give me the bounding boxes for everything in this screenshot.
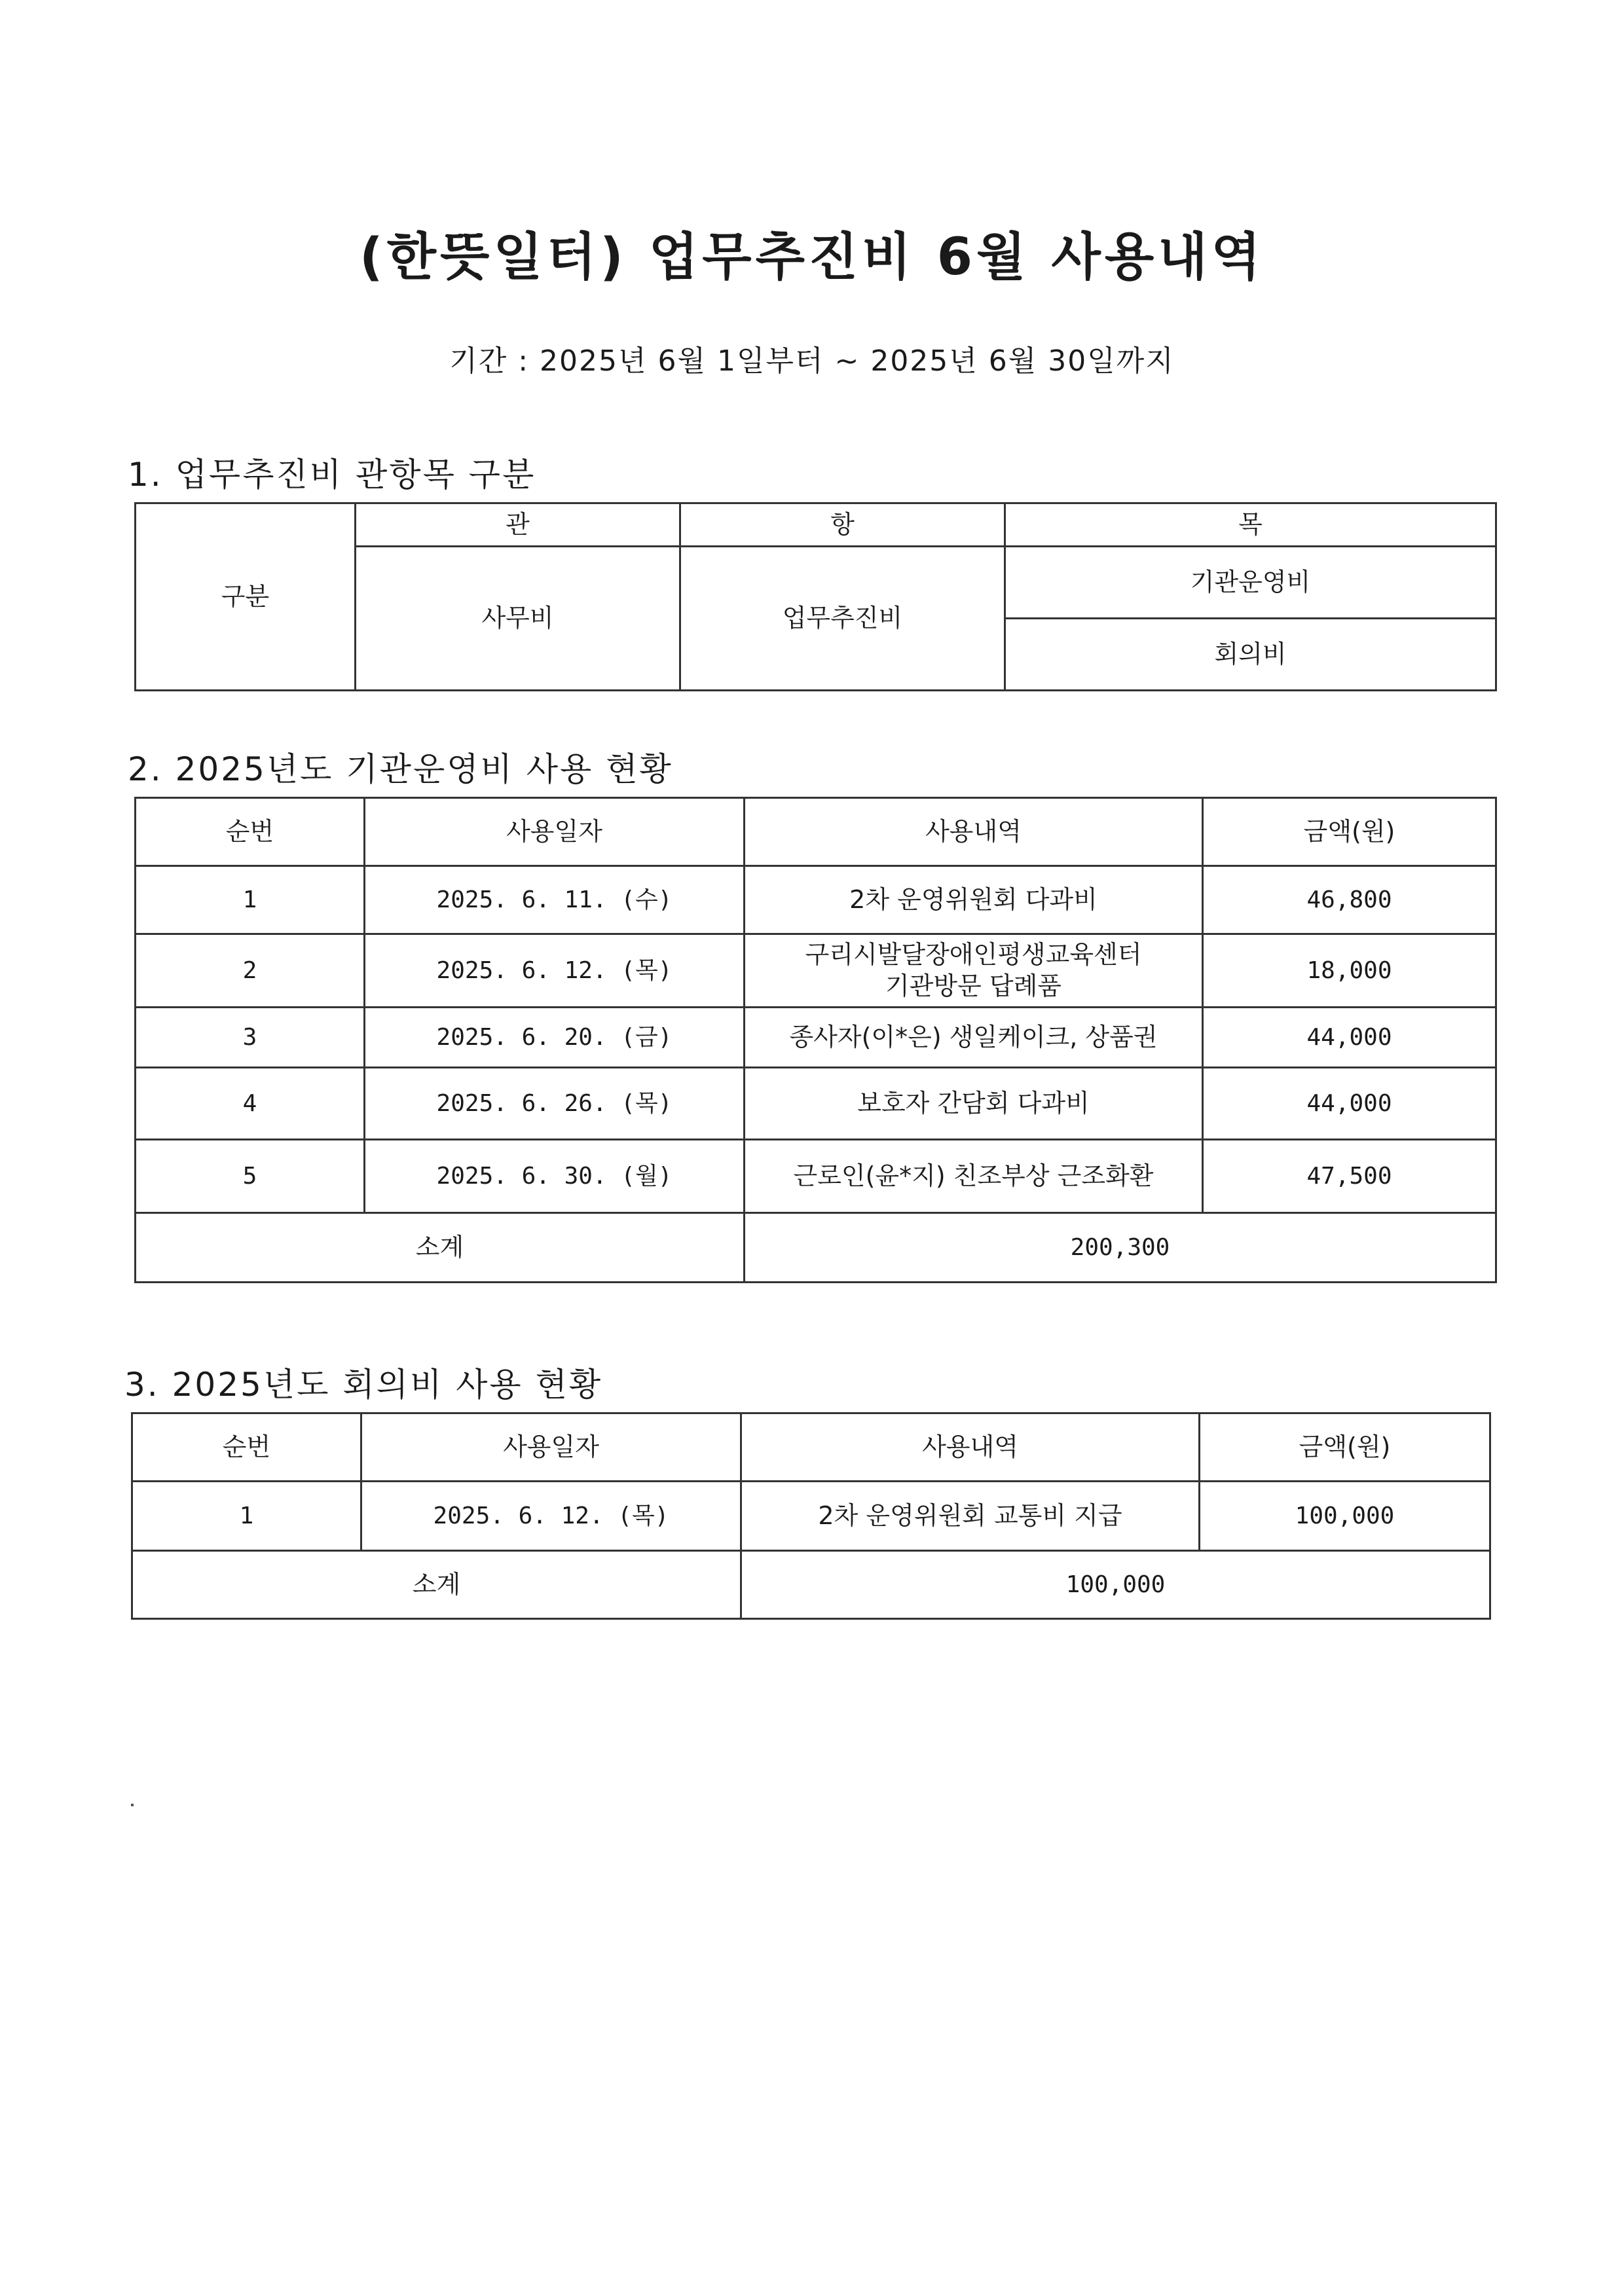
section3-heading: 3. 2025년도 회의비 사용 현황 <box>124 1366 603 1404</box>
meeting-expense-table <box>131 1412 1491 1620</box>
row-date: 2025. 6. 12. (목) <box>361 1482 741 1551</box>
row-label-gubun: 구분 <box>136 503 356 691</box>
table-row <box>132 1482 1490 1551</box>
header-no: 순번 <box>136 798 365 866</box>
header-date: 사용일자 <box>361 1413 741 1482</box>
row-desc: 구리시발달장애인평생교육센터 기관방문 답례품 <box>745 934 1203 1008</box>
period-text: 기간 : 2025년 6월 1일부터 ~ 2025년 6월 30일까지 <box>449 344 1175 378</box>
row-date: 2025. 6. 11. (수) <box>365 866 745 934</box>
row-no: 3 <box>136 1008 365 1068</box>
row-amount: 18,000 <box>1203 934 1496 1008</box>
document-title: (한뜻일터) 업무추진비 6월 사용내역 <box>360 228 1264 287</box>
table-row <box>136 1008 1496 1068</box>
header-desc: 사용내역 <box>741 1413 1200 1482</box>
subtotal-value: 100,000 <box>741 1551 1490 1619</box>
row-desc: 종사자(이*은) 생일케이크, 상품권 <box>745 1008 1203 1068</box>
row-no: 4 <box>136 1068 365 1140</box>
row-date: 2025. 6. 30. (월) <box>365 1140 745 1213</box>
hang-value: 업무추진비 <box>680 547 1005 691</box>
subtotal-label: 소계 <box>136 1213 745 1283</box>
row-desc: 2차 운영위원회 다과비 <box>745 866 1203 934</box>
table-row <box>136 1068 1496 1140</box>
subtotal-label: 소계 <box>132 1551 741 1619</box>
gwan-value: 사무비 <box>356 547 680 691</box>
subtotal-row <box>136 1213 1496 1283</box>
row-amount: 47,500 <box>1203 1140 1496 1213</box>
row-amount: 44,000 <box>1203 1068 1496 1140</box>
header-desc: 사용내역 <box>745 798 1203 866</box>
header-mok: 목 <box>1005 503 1496 547</box>
header-amount: 금액(원) <box>1203 798 1496 866</box>
subtotal-value: 200,300 <box>745 1213 1496 1283</box>
scan-speck <box>131 1804 134 1806</box>
section2-heading: 2. 2025년도 기관운영비 사용 현황 <box>128 750 673 788</box>
mok-value-operations: 기관운영비 <box>1005 547 1496 619</box>
header-gwan: 관 <box>356 503 680 547</box>
subtotal-row <box>132 1551 1490 1619</box>
row-no: 5 <box>136 1140 365 1213</box>
row-amount: 44,000 <box>1203 1008 1496 1068</box>
header-hang: 항 <box>680 503 1005 547</box>
row-amount: 46,800 <box>1203 866 1496 934</box>
row-date: 2025. 6. 12. (목) <box>365 934 745 1008</box>
row-desc: 2차 운영위원회 교통비 지급 <box>741 1482 1200 1551</box>
table-header-row <box>132 1413 1490 1482</box>
table-row <box>136 1140 1496 1213</box>
classification-table <box>134 502 1497 691</box>
table-row <box>136 866 1496 934</box>
header-date: 사용일자 <box>365 798 745 866</box>
row-amount: 100,000 <box>1200 1482 1490 1551</box>
operations-expense-table <box>134 797 1497 1283</box>
table-header-row <box>136 798 1496 866</box>
mok-value-meeting: 회의비 <box>1005 619 1496 691</box>
row-date: 2025. 6. 26. (목) <box>365 1068 745 1140</box>
row-desc: 근로인(윤*지) 친조부상 근조화환 <box>745 1140 1203 1213</box>
row-date: 2025. 6. 20. (금) <box>365 1008 745 1068</box>
header-amount: 금액(원) <box>1200 1413 1490 1482</box>
row-no: 1 <box>136 866 365 934</box>
section1-heading: 1. 업무추진비 관항목 구분 <box>128 456 536 494</box>
row-no: 2 <box>136 934 365 1008</box>
row-no: 1 <box>132 1482 361 1551</box>
row-desc: 보호자 간담회 다과비 <box>745 1068 1203 1140</box>
header-no: 순번 <box>132 1413 361 1482</box>
table-row <box>136 934 1496 1008</box>
